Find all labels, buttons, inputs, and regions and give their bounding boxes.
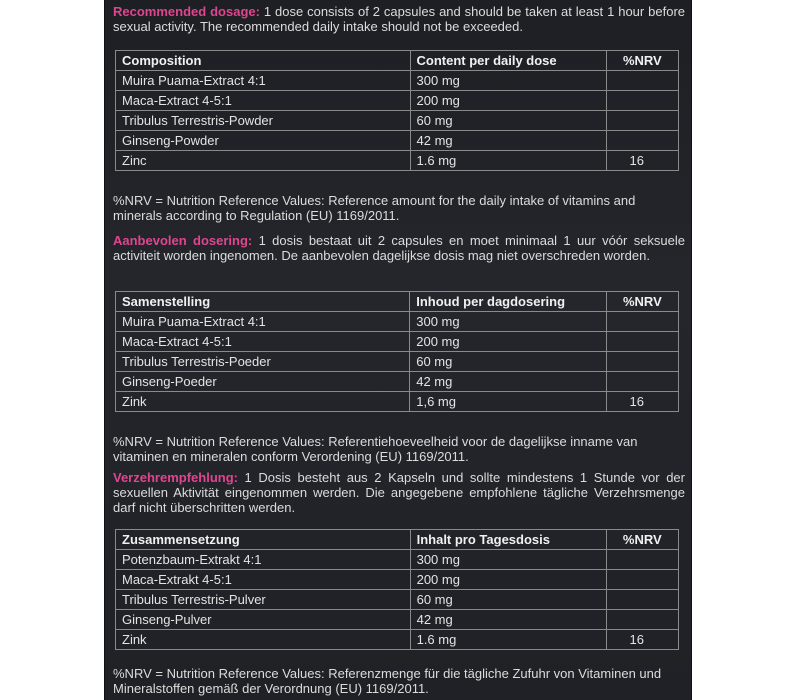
table-header-row — [116, 530, 679, 550]
ingredient-cell: Muira Puama-Extract 4:1 — [116, 312, 410, 332]
amount-cell: 200 mg — [410, 91, 606, 111]
samenstelling-table-wrap — [113, 291, 685, 412]
table-row — [116, 332, 679, 352]
column-header-nrv: %NRV — [606, 530, 678, 550]
amount-cell: 200 mg — [410, 332, 606, 352]
nrv-cell — [606, 590, 678, 610]
section-german — [113, 470, 685, 515]
nrv-cell — [606, 550, 678, 570]
ingredient-cell: Muira Puama-Extract 4:1 — [116, 71, 411, 91]
nrv-cell — [606, 91, 678, 111]
amount-cell: 60 mg — [410, 111, 606, 131]
dosage-body: 1 dose consists of 2 capsules and should be taken at least 1 hour before sexual activity. The recommended daily intake should not be exceeded. — [113, 4, 685, 34]
amount-cell: 1,6 mg — [410, 392, 606, 412]
nrv-cell — [606, 71, 678, 91]
dosage-body: 1 Dosis besteht aus 2 Kapseln und sollte mindestens 1 Stunde vor der sexuellen Aktivität eingenommen werden. Die angegebene empfohlene tägliche Verzehrsmenge darf nicht überschritten werden. — [113, 470, 685, 515]
amount-cell: 60 mg — [410, 352, 606, 372]
dosage-label: Recommended dosage: — [113, 4, 260, 19]
nrv-cell — [606, 332, 678, 352]
dosage-text — [113, 233, 685, 263]
table-header-row — [116, 51, 679, 71]
table-row — [116, 630, 679, 650]
amount-cell: 300 mg — [410, 550, 606, 570]
table-row — [116, 610, 679, 630]
nrv-cell — [606, 570, 678, 590]
table-row — [116, 312, 679, 332]
amount-cell: 1.6 mg — [410, 630, 606, 650]
nrv-note: %NRV = Nutrition Reference Values: Referenzmenge für die tägliche Zufuhr von Vitaminen und Mineralstoffen gemäß der Verordnung (EU) 1169/2011. — [113, 666, 662, 696]
dosage-label: Aanbevolen dosering: — [113, 233, 253, 248]
column-header-nrv: %NRV — [606, 51, 678, 71]
nrv-note-german — [113, 666, 685, 696]
ingredient-cell: Tribulus Terrestris-Poeder — [116, 352, 410, 372]
amount-cell: 42 mg — [410, 372, 606, 392]
nrv-cell — [606, 610, 678, 630]
amount-cell: 1.6 mg — [410, 151, 606, 171]
ingredient-cell: Zink — [116, 392, 410, 412]
table-row — [116, 111, 679, 131]
amount-cell: 300 mg — [410, 312, 606, 332]
dosage-text — [113, 4, 685, 34]
ingredient-cell: Zinc — [116, 151, 411, 171]
ingredient-cell: Ginseng-Pulver — [116, 610, 411, 630]
nrv-cell — [606, 312, 678, 332]
nrv-note-english — [113, 193, 685, 223]
amount-cell: 60 mg — [410, 590, 606, 610]
column-header-composition: Composition — [116, 51, 411, 71]
nrv-cell: 16 — [606, 630, 678, 650]
nrv-cell — [606, 111, 678, 131]
ingredient-cell: Maca-Extract 4-5:1 — [116, 332, 410, 352]
ingredient-cell: Ginseng-Powder — [116, 131, 411, 151]
table-row — [116, 91, 679, 111]
ingredient-cell: Tribulus Terrestris-Powder — [116, 111, 411, 131]
dosage-text — [113, 470, 685, 515]
section-english — [113, 4, 685, 34]
ingredient-cell: Maca-Extrakt 4-5:1 — [116, 570, 411, 590]
table-row — [116, 151, 679, 171]
nrv-cell — [606, 131, 678, 151]
nrv-note: %NRV = Nutrition Reference Values: Referentiehoeveelheid voor de dagelijkse inname van vitaminen en mineralen conform Verordening (EU) 1169/2011. — [113, 434, 638, 464]
table-row — [116, 392, 679, 412]
ingredient-cell: Potenzbaum-Extrakt 4:1 — [116, 550, 411, 570]
samenstelling-table — [115, 291, 679, 412]
table-header-row — [116, 292, 679, 312]
amount-cell: 200 mg — [410, 570, 606, 590]
column-header-nrv: %NRV — [606, 292, 678, 312]
column-header-content: Content per daily dose — [410, 51, 606, 71]
nrv-cell: 16 — [606, 392, 678, 412]
ingredient-cell: Zink — [116, 630, 411, 650]
nrv-cell — [606, 372, 678, 392]
dosage-body: 1 dosis bestaat uit 2 capsules en moet minimaal 1 uur vóór seksuele activiteit worden ingenomen. De aanbevolen dagelijkse dosis mag niet overschreden worden. — [113, 233, 685, 263]
nrv-cell: 16 — [606, 151, 678, 171]
table-row — [116, 131, 679, 151]
amount-cell: 42 mg — [410, 610, 606, 630]
nrv-cell — [606, 352, 678, 372]
table-row — [116, 71, 679, 91]
table-row — [116, 372, 679, 392]
nrv-note: %NRV = Nutrition Reference Values: Reference amount for the daily intake of vitamins and minerals according to Regulation (EU) 1169/2011. — [113, 193, 636, 223]
nrv-note-dutch — [113, 434, 685, 464]
section-dutch — [113, 233, 685, 263]
ingredient-cell: Ginseng-Poeder — [116, 372, 410, 392]
label-panel — [104, 0, 692, 700]
column-header-composition: Samenstelling — [116, 292, 410, 312]
table-row — [116, 570, 679, 590]
table-row — [116, 352, 679, 372]
zusammensetzung-table — [115, 529, 679, 650]
column-header-content: Inhalt pro Tagesdosis — [410, 530, 606, 550]
dosage-label: Verzehrempfehlung: — [113, 470, 238, 485]
amount-cell: 300 mg — [410, 71, 606, 91]
table-row — [116, 590, 679, 610]
column-header-content: Inhoud per dagdosering — [410, 292, 606, 312]
composition-table-wrap — [113, 50, 685, 171]
ingredient-cell: Tribulus Terrestris-Pulver — [116, 590, 411, 610]
amount-cell: 42 mg — [410, 131, 606, 151]
zusammensetzung-table-wrap — [113, 529, 685, 650]
composition-table — [115, 50, 679, 171]
ingredient-cell: Maca-Extract 4-5:1 — [116, 91, 411, 111]
column-header-composition: Zusammensetzung — [116, 530, 411, 550]
table-row — [116, 550, 679, 570]
